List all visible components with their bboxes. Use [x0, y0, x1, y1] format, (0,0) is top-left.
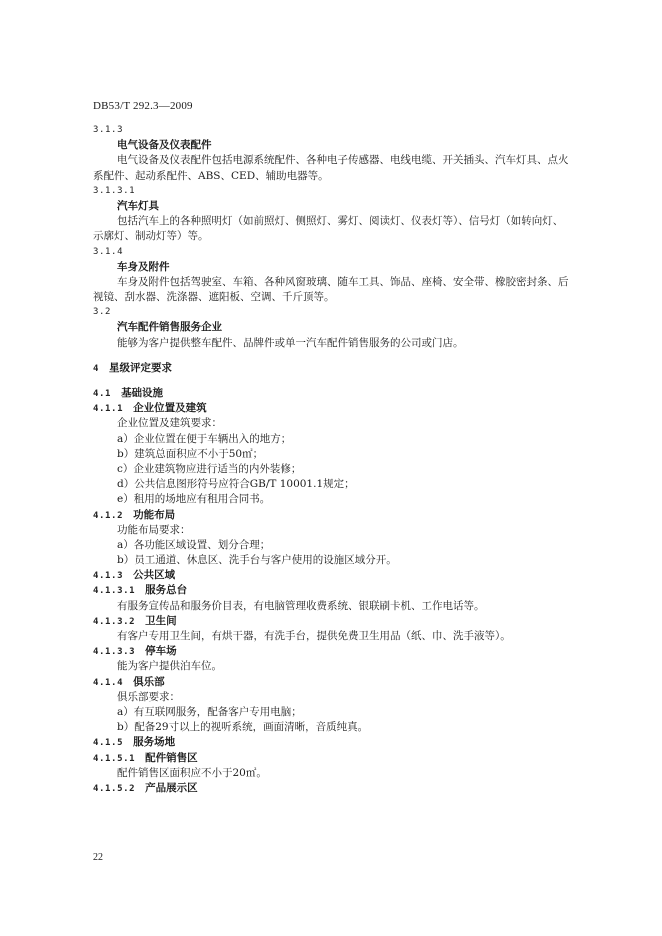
- clause-title: 电气设备及仪表配件: [117, 139, 212, 152]
- clause-title: 停车场: [145, 645, 177, 658]
- clause-heading: [93, 583, 593, 598]
- clause-heading: [93, 735, 593, 750]
- clause-text: 有服务宣传品和服务价目表，有电脑管理收费系统、银联刷卡机、工作电话等。: [117, 599, 485, 612]
- clause-number: 4.1.5: [93, 738, 124, 749]
- clause-heading: [93, 675, 593, 690]
- clause-text: 示廓灯、制动灯等）等。: [93, 230, 209, 243]
- clause-text: 有客户专用卫生间，有烘干器，有洗手台，提供免费卫生用品（纸、巾、洗手液等）。: [117, 630, 511, 642]
- clause-title: 功能布局: [133, 508, 176, 521]
- list-item: b）配备29寸以上的视听系统，画面清晰，音质纯真。: [117, 721, 369, 734]
- clause-title: 企业位置及建筑: [133, 402, 207, 415]
- clause-text: 电气设备及仪表配件包括电源系统配件、各种电子传感器、电线电缆、开关插头、汽车灯具、点火: [117, 154, 569, 167]
- clause-text: 车身及附件包括驾驶室、车箱、各种风窗玻璃、随车工具、饰品、座椅、安全带、橡胶密封条、后: [117, 275, 569, 288]
- clause-text: 能够为客户提供整车配件、品牌件或单一汽车配件销售服务的公司或门店。: [117, 336, 464, 349]
- list-item: c）企业建筑物应进行适当的内外装修；: [117, 462, 302, 475]
- clause-title: 公共区域: [133, 569, 176, 582]
- clause-number: 4.1.3: [93, 571, 124, 582]
- clause-text: 配件销售区面积应不小于20㎡。: [117, 766, 267, 779]
- clause-title: 产品展示区: [145, 781, 198, 794]
- list-item: b）员工通道、休息区、洗手台与客户使用的设施区域分开。: [117, 554, 397, 567]
- clause-title: 配件销售区: [145, 751, 198, 764]
- clause-number: 4.1.4: [93, 677, 124, 688]
- clause-number: 4.1.2: [93, 510, 124, 521]
- clause-heading: [93, 568, 593, 583]
- clause-heading: [93, 508, 593, 523]
- clause-text: 企业位置及建筑要求：: [117, 417, 222, 430]
- clause-heading: [93, 781, 593, 796]
- list-item: a）有互联网服务，配备客户专用电脑；: [117, 705, 302, 718]
- clause-number: 3.1.3.1: [93, 185, 136, 196]
- clause-text: 系配件、起动系配件、ABS、CED、辅助电器等。: [93, 169, 329, 182]
- clause-text: 视镜、刮水器、洗涤器、遮阳板、空调、千斤顶等。: [93, 291, 335, 304]
- clause-title: 基础设施: [121, 387, 164, 399]
- clause-text: 能为客户提供泊车位。: [117, 660, 222, 673]
- clause-number: 4.1.3.1: [93, 586, 136, 597]
- list-item: b）建筑总面积应不小于50㎡；: [117, 447, 264, 460]
- clause-heading: [93, 614, 593, 629]
- clause-text: 功能布局要求：: [117, 523, 191, 536]
- clause-title: 汽车灯具: [117, 199, 159, 212]
- clause-number: 4.1.5.2: [93, 783, 136, 794]
- clause-title: 卫生间: [145, 614, 177, 627]
- clause-heading: [93, 644, 593, 659]
- page-number: 22: [93, 852, 103, 863]
- list-item: a）各功能区域设置、划分合理；: [117, 538, 271, 551]
- list-item: e）租用的场地应有租用合同书。: [117, 493, 271, 506]
- list-item: d）公共信息图形符号应符合GB/T 10001.1规定；: [117, 478, 355, 491]
- chapter-heading: [93, 361, 593, 376]
- clause-title: 服务总台: [145, 584, 188, 597]
- standard-code-header: DB53/T 292.3—2009: [93, 100, 193, 112]
- clause-text: 包括汽车上的各种照明灯（如前照灯、侧照灯、雾灯、阅读灯、仪表灯等）、信号灯（如转向灯、: [117, 215, 564, 228]
- clause-number: 3.1.4: [93, 246, 124, 257]
- clause-number: 4.1: [93, 389, 112, 399]
- clause-heading: [93, 751, 593, 766]
- clause-number: 4.1.3.3: [93, 647, 136, 658]
- clause-number: 3.1.3: [93, 125, 124, 135]
- clause-number: 4.1.5.1: [93, 753, 136, 764]
- list-item: a）企业位置在便于车辆出入的地方；: [117, 432, 292, 445]
- clause-heading: [93, 401, 593, 416]
- clause-title: 服务场地: [133, 736, 176, 749]
- clause-title: 俱乐部: [133, 675, 165, 688]
- chapter-number: 4: [93, 363, 100, 374]
- chapter-title: 星级评定要求: [109, 361, 173, 374]
- clause-text: 俱乐部要求：: [117, 690, 180, 703]
- clause-heading: [93, 386, 593, 401]
- document-body: [93, 123, 593, 796]
- clause-title: 汽车配件销售服务企业: [117, 321, 222, 334]
- clause-number: 4.1.1: [93, 404, 124, 415]
- clause-number: 3.2: [93, 307, 112, 318]
- clause-number: 4.1.3.2: [93, 616, 136, 627]
- clause-title: 车身及附件: [117, 260, 170, 273]
